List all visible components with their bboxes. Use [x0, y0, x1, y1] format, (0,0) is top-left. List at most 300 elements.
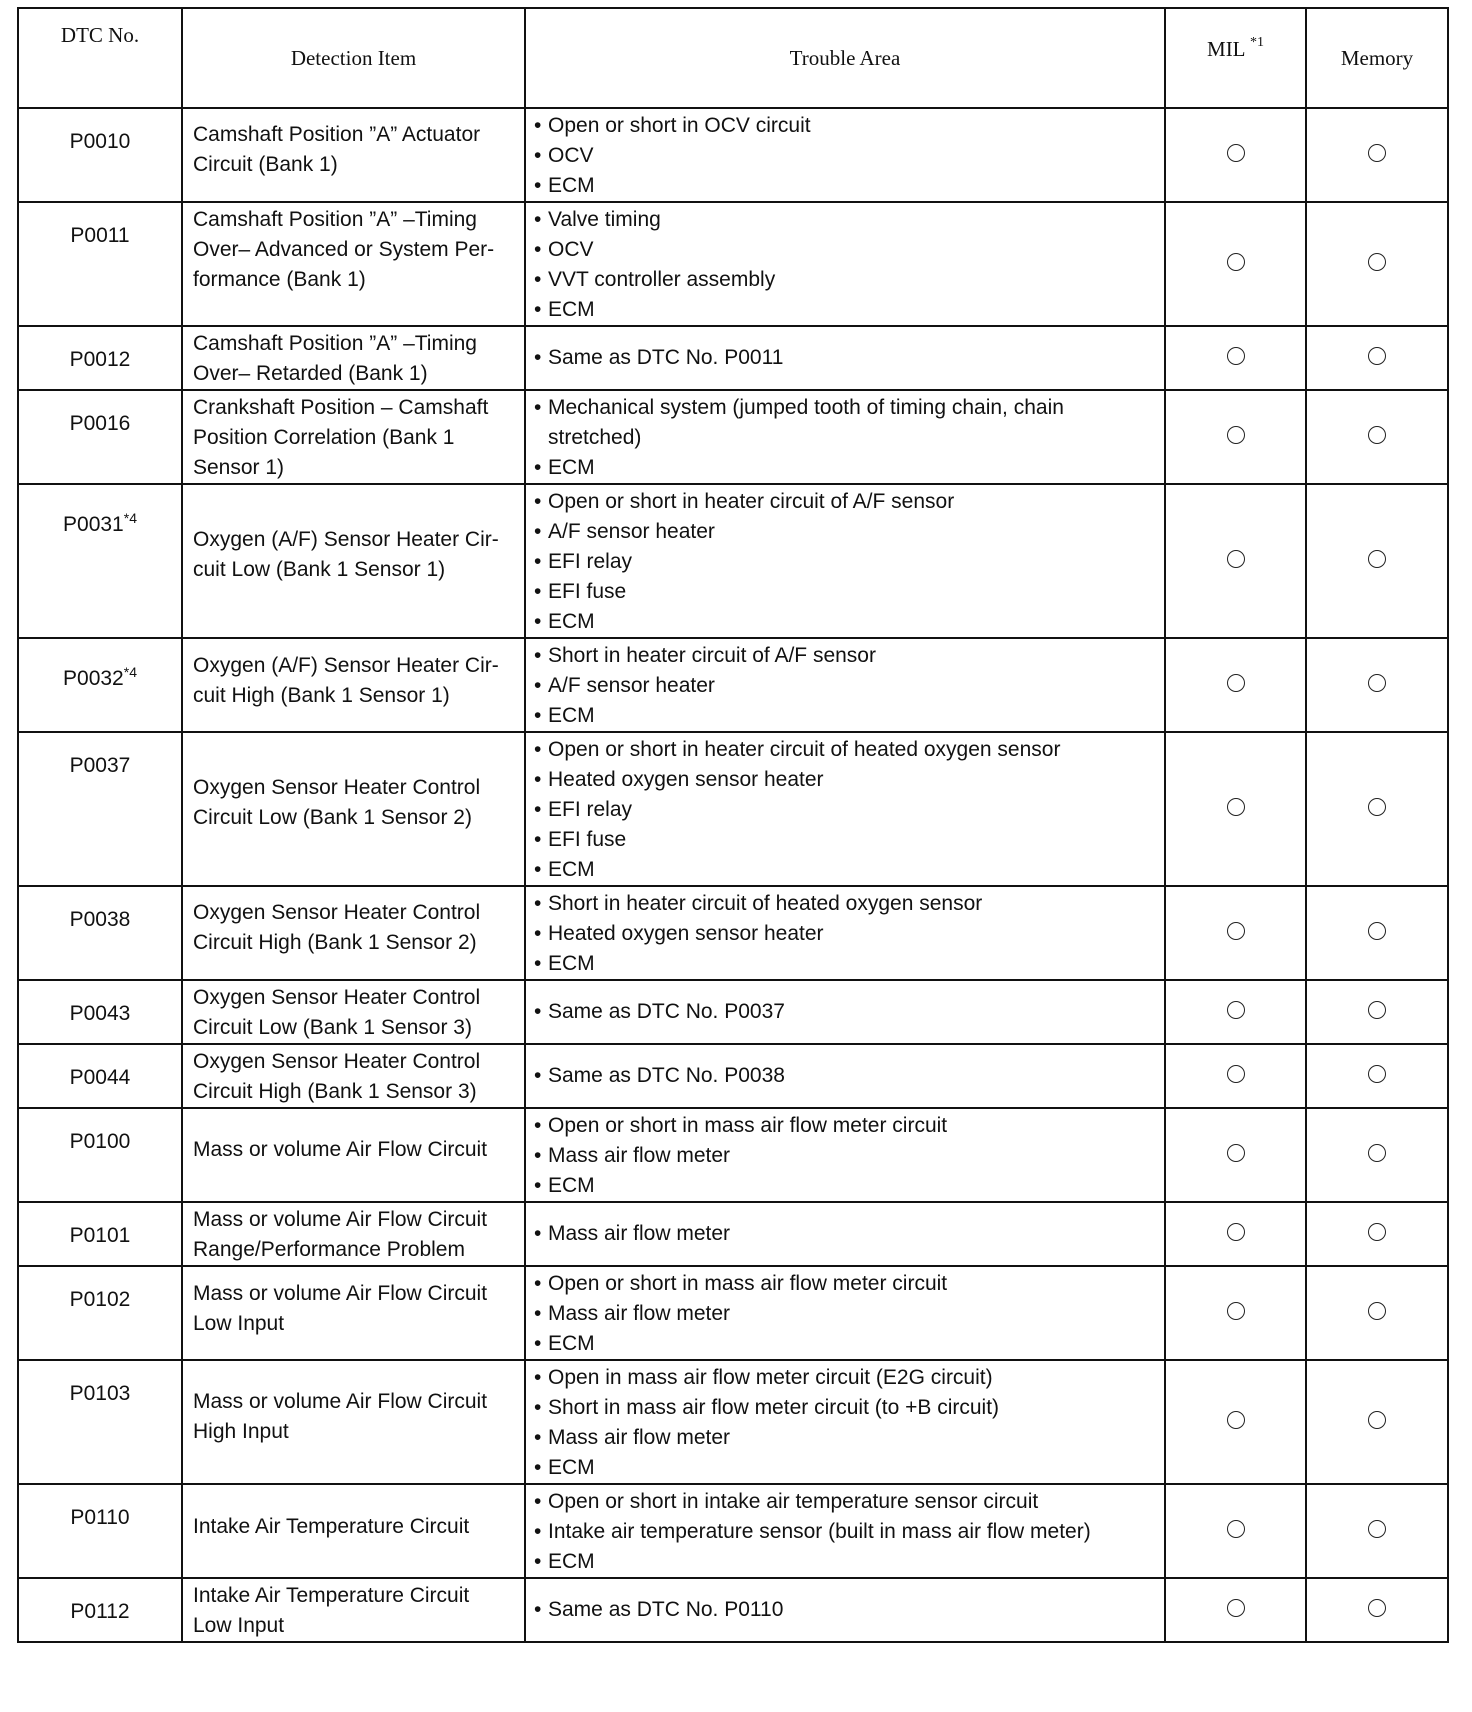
trouble-area-bullet [534, 547, 1158, 577]
memory-cell [1306, 1108, 1448, 1202]
trouble-area-text: Same as DTC No. P0011 [548, 346, 784, 369]
mil-circle-icon [1227, 426, 1245, 444]
dtc-code [19, 1045, 181, 1093]
bullet-icon: • [534, 1114, 542, 1137]
trouble-area-bullet [534, 1299, 1158, 1329]
bullet-icon: • [534, 298, 542, 321]
detection-item-line: cuit Low (Bank 1 Sensor 1) [193, 557, 446, 581]
bullet-icon: • [534, 1598, 542, 1621]
table-row [18, 202, 1448, 326]
detection-item-line: Range/Performance Problem [193, 1238, 465, 1261]
mil-circle-icon [1227, 1520, 1245, 1538]
mil-cell [1165, 1108, 1306, 1202]
bullet-icon: • [534, 1426, 542, 1449]
table-row [18, 1578, 1448, 1642]
detection-item [183, 1485, 524, 1542]
trouble-area-text: Same as DTC No. P0037 [548, 1000, 785, 1023]
bullet-icon: • [534, 346, 542, 369]
bullet-icon: • [534, 550, 542, 573]
detection-item-line: High Input [193, 1420, 289, 1443]
detection-item [183, 1361, 524, 1447]
dtc-code-cell [18, 732, 182, 886]
trouble-area-bullet [534, 171, 1158, 201]
trouble-area-bullet [534, 1595, 1158, 1625]
detection-item-line: Circuit Low (Bank 1 Sensor 3) [193, 1016, 472, 1039]
detection-item-cell [182, 1578, 525, 1642]
trouble-area-text: Heated oxygen sensor heater [548, 768, 824, 791]
trouble-area-cell [525, 202, 1165, 326]
trouble-area-text: EFI relay [548, 798, 633, 821]
dtc-code [19, 485, 181, 540]
trouble-area-text: Open or short in mass air flow meter circuit [548, 1114, 948, 1137]
trouble-area-bullet [534, 1111, 1158, 1141]
trouble-area-bullet [534, 795, 1158, 825]
bullet-icon: • [534, 1366, 542, 1389]
mil-circle-icon [1227, 550, 1245, 568]
trouble-area-bullet [534, 393, 1158, 453]
mil-circle-icon [1227, 798, 1245, 816]
dtc-code-text: P0010 [69, 130, 131, 153]
trouble-area-text: Open or short in heater circuit of A/F sensor [548, 490, 955, 513]
trouble-area [526, 1219, 1164, 1249]
detection-item [183, 1203, 524, 1265]
trouble-area-bullet [534, 453, 1158, 483]
detection-item [183, 887, 524, 958]
mil-circle-icon [1227, 144, 1245, 162]
trouble-area-cell [525, 886, 1165, 980]
bullet-icon: • [534, 1550, 542, 1573]
trouble-area [526, 733, 1164, 885]
detection-item-line: Oxygen (A/F) Sensor Heater Cir- [193, 653, 499, 677]
detection-item-line: Circuit High (Bank 1 Sensor 2) [193, 931, 477, 954]
bullet-icon: • [534, 952, 542, 975]
dtc-code [19, 1109, 181, 1157]
table-row [18, 638, 1448, 732]
trouble-area-text: ECM [548, 1332, 595, 1355]
table-row [18, 1484, 1448, 1578]
dtc-code-text: P0012 [69, 348, 131, 371]
dtc-table [17, 7, 1449, 1643]
bullet-icon: • [534, 738, 542, 761]
detection-item-line: Oxygen Sensor Heater Control [193, 901, 481, 924]
detection-item [183, 391, 524, 483]
bullet-icon: • [534, 490, 542, 513]
detection-item-line: Intake Air Temperature Circuit [193, 1584, 470, 1607]
bullet-icon: • [534, 1064, 542, 1087]
trouble-area-text: A/F sensor heater [548, 674, 715, 697]
mil-circle-icon [1227, 347, 1245, 365]
trouble-area-text: Mass air flow meter [548, 1426, 731, 1449]
mil-circle-icon [1227, 253, 1245, 271]
detection-item-cell [182, 638, 525, 732]
trouble-area-cell [525, 1578, 1165, 1642]
dtc-code-cell [18, 326, 182, 390]
table-row [18, 484, 1448, 638]
trouble-area-bullet [534, 855, 1158, 885]
trouble-area-text: Open or short in mass air flow meter circuit [548, 1272, 948, 1295]
mil-cell [1165, 108, 1306, 202]
mil-circle-icon [1227, 1065, 1245, 1083]
detection-item-line: Camshaft Position ”A” Actuator [193, 123, 481, 146]
dtc-code [19, 109, 181, 157]
detection-item-line: Low Input [193, 1311, 285, 1335]
trouble-area-text: Mass air flow meter [548, 1144, 731, 1167]
memory-circle-icon [1368, 922, 1386, 940]
trouble-area [526, 1361, 1164, 1483]
header-mil-footnote: *1 [1249, 35, 1264, 50]
trouble-area-cell [525, 1266, 1165, 1360]
detection-item-line: cuit High (Bank 1 Sensor 1) [193, 683, 450, 707]
detection-item [183, 1109, 524, 1165]
detection-item [183, 109, 524, 180]
bullet-icon: • [534, 1396, 542, 1419]
dtc-code-text: P0103 [69, 1382, 131, 1405]
trouble-area-text: ECM [548, 1174, 595, 1197]
detection-item-cell [182, 1044, 525, 1108]
detection-item-line: Camshaft Position ”A” –Timing [193, 332, 477, 355]
trouble-area-text: EFI fuse [548, 828, 627, 851]
trouble-area-bullet [534, 1269, 1158, 1299]
trouble-area-bullet [534, 1423, 1158, 1453]
trouble-area [526, 391, 1164, 483]
bullet-icon: • [534, 396, 542, 419]
memory-circle-icon [1368, 1065, 1386, 1083]
detection-item-line: Oxygen Sensor Heater Control [193, 1050, 481, 1073]
dtc-table-page [17, 7, 1447, 1643]
bullet-icon: • [534, 674, 542, 697]
trouble-area-text: ECM [548, 952, 595, 975]
trouble-area-bullet [534, 641, 1158, 671]
trouble-area-bullet [534, 1517, 1158, 1547]
detection-item-line: Position Correlation (Bank 1 [193, 426, 455, 449]
trouble-area-bullet [534, 607, 1158, 637]
bullet-icon: • [534, 1144, 542, 1167]
trouble-area-bullet [534, 765, 1158, 795]
dtc-code-text: P0102 [69, 1288, 131, 1311]
mil-circle-icon [1227, 1599, 1245, 1617]
dtc-code-cell [18, 1578, 182, 1642]
memory-circle-icon [1368, 1411, 1386, 1429]
dtc-code [19, 1361, 181, 1409]
dtc-code-text: P0038 [69, 908, 131, 931]
mil-circle-icon [1227, 1144, 1245, 1162]
trouble-area-bullet [534, 517, 1158, 547]
trouble-area-text: A/F sensor heater [548, 520, 715, 543]
dtc-code-text: P0016 [69, 412, 131, 435]
trouble-area-text: ECM [548, 858, 595, 881]
bullet-icon: • [534, 1174, 542, 1197]
trouble-area [526, 203, 1164, 325]
dtc-code-text: P0032 [63, 667, 124, 690]
trouble-area-bullet [534, 141, 1158, 171]
bullet-icon: • [534, 268, 542, 291]
detection-item-line: Oxygen (A/F) Sensor Heater Cir- [193, 527, 499, 551]
mil-cell [1165, 1578, 1306, 1642]
bullet-icon: • [534, 456, 542, 479]
trouble-area-text: ECM [548, 298, 595, 321]
detection-item [183, 981, 524, 1043]
dtc-code-text: P0031 [63, 513, 124, 536]
header-mil [1165, 8, 1306, 108]
trouble-area-text: Mass air flow meter [548, 1222, 731, 1245]
dtc-code-text: P0011 [70, 224, 130, 247]
mil-cell [1165, 1044, 1306, 1108]
dtc-code-text: P0101 [69, 1224, 131, 1247]
detection-item-cell [182, 732, 525, 886]
header-mil-label: MIL [1207, 37, 1245, 61]
detection-item-line: Mass or volume Air Flow Circuit [193, 1138, 488, 1161]
dtc-code-cell [18, 1202, 182, 1266]
trouble-area-bullet [534, 889, 1158, 919]
trouble-area-cell [525, 1044, 1165, 1108]
header-detection-item: Detection Item [182, 8, 525, 108]
mil-circle-icon [1227, 1001, 1245, 1019]
dtc-code [19, 733, 181, 781]
trouble-area-bullet [534, 343, 1158, 373]
detection-item-line: Over– Advanced or System Per- [193, 238, 495, 261]
dtc-code-cell [18, 1484, 182, 1578]
trouble-area-bullet [534, 919, 1158, 949]
trouble-area-cell [525, 732, 1165, 886]
trouble-area-cell [525, 484, 1165, 638]
memory-circle-icon [1368, 674, 1386, 692]
trouble-area [526, 109, 1164, 201]
dtc-code-footnote: *4 [123, 664, 137, 680]
trouble-area-bullet [534, 265, 1158, 295]
table-row [18, 390, 1448, 484]
table-row [18, 1202, 1448, 1266]
bullet-icon: • [534, 704, 542, 727]
memory-cell [1306, 390, 1448, 484]
dtc-code [19, 1579, 181, 1627]
memory-cell [1306, 1044, 1448, 1108]
mil-circle-icon [1227, 1302, 1245, 1320]
bullet-icon: • [534, 1456, 542, 1479]
bullet-icon: • [534, 1272, 542, 1295]
trouble-area-bullet [534, 1487, 1158, 1517]
mil-cell [1165, 202, 1306, 326]
trouble-area-cell [525, 1108, 1165, 1202]
mil-cell [1165, 980, 1306, 1044]
dtc-code-text: P0112 [70, 1600, 130, 1623]
trouble-area-bullet [534, 1219, 1158, 1249]
trouble-area-text: Heated oxygen sensor heater [548, 922, 824, 945]
trouble-area-bullet [534, 735, 1158, 765]
trouble-area-cell [525, 1484, 1165, 1578]
trouble-area-text: Short in mass air flow meter circuit (to +B circuit) [548, 1396, 1000, 1419]
mil-cell [1165, 638, 1306, 732]
mil-circle-icon [1227, 922, 1245, 940]
trouble-area-text: EFI fuse [548, 580, 627, 603]
trouble-area-bullet [534, 671, 1158, 701]
detection-item-cell [182, 202, 525, 326]
trouble-area [526, 343, 1164, 373]
trouble-area-text: Open in mass air flow meter circuit (E2G circuit) [548, 1366, 993, 1389]
trouble-area-bullet [534, 825, 1158, 855]
trouble-area-bullet [534, 701, 1158, 731]
memory-circle-icon [1368, 1001, 1386, 1019]
mil-cell [1165, 1360, 1306, 1484]
bullet-icon: • [534, 1302, 542, 1325]
trouble-area-text: ECM [548, 1456, 595, 1479]
trouble-area-cell [525, 390, 1165, 484]
table-row [18, 886, 1448, 980]
trouble-area-bullet [534, 1363, 1158, 1393]
mil-circle-icon [1227, 1223, 1245, 1241]
dtc-code [19, 327, 181, 375]
detection-item-line: Circuit Low (Bank 1 Sensor 2) [193, 805, 472, 829]
trouble-area [526, 887, 1164, 979]
detection-item-line: Intake Air Temperature Circuit [193, 1514, 470, 1538]
detection-item-line: Circuit (Bank 1) [193, 153, 338, 176]
detection-item-line: Mass or volume Air Flow Circuit [193, 1208, 488, 1231]
dtc-code-text: P0110 [70, 1506, 130, 1529]
detection-item-line: Mass or volume Air Flow Circuit [193, 1390, 488, 1413]
trouble-area-bullet [534, 487, 1158, 517]
detection-item-cell [182, 484, 525, 638]
memory-circle-icon [1368, 798, 1386, 816]
memory-cell [1306, 1578, 1448, 1642]
trouble-area-text: Intake air temperature sensor (built in mass air flow meter) [548, 1520, 1091, 1543]
trouble-area-text: EFI relay [548, 550, 633, 573]
trouble-area-bullet [534, 1329, 1158, 1359]
trouble-area-bullet [534, 111, 1158, 141]
trouble-area [526, 1267, 1164, 1359]
trouble-area-bullet [534, 1393, 1158, 1423]
detection-item-cell [182, 980, 525, 1044]
bullet-icon: • [534, 644, 542, 667]
table-row [18, 326, 1448, 390]
dtc-code-cell [18, 980, 182, 1044]
trouble-area-bullet [534, 295, 1158, 325]
bullet-icon: • [534, 798, 542, 821]
memory-circle-icon [1368, 1599, 1386, 1617]
dtc-code-footnote: *4 [123, 510, 137, 526]
trouble-area-bullet [534, 1547, 1158, 1577]
detection-item [183, 1267, 524, 1339]
table-row [18, 980, 1448, 1044]
bullet-icon: • [534, 114, 542, 137]
trouble-area-bullet [534, 1453, 1158, 1483]
detection-item-cell [182, 1484, 525, 1578]
table-row [18, 732, 1448, 886]
memory-circle-icon [1368, 1144, 1386, 1162]
trouble-area-bullet [534, 1171, 1158, 1201]
detection-item-line: Circuit High (Bank 1 Sensor 3) [193, 1080, 477, 1103]
dtc-code-cell [18, 1108, 182, 1202]
mil-cell [1165, 886, 1306, 980]
detection-item-line: Over– Retarded (Bank 1) [193, 362, 428, 385]
bullet-icon: • [534, 828, 542, 851]
dtc-code-text: P0037 [69, 754, 131, 777]
detection-item-line: Camshaft Position ”A” –Timing [193, 208, 477, 231]
table-row [18, 1360, 1448, 1484]
table-row [18, 1108, 1448, 1202]
trouble-area-cell [525, 1202, 1165, 1266]
dtc-code [19, 203, 181, 251]
bullet-icon: • [534, 1520, 542, 1543]
memory-cell [1306, 980, 1448, 1044]
memory-circle-icon [1368, 144, 1386, 162]
trouble-area [526, 639, 1164, 731]
memory-circle-icon [1368, 426, 1386, 444]
trouble-area-text: Short in heater circuit of A/F sensor [548, 644, 876, 667]
mil-circle-icon [1227, 1411, 1245, 1429]
bullet-icon: • [534, 580, 542, 603]
table-row [18, 1044, 1448, 1108]
header-dtc-no: DTC No. [18, 8, 182, 108]
trouble-area-text: Open or short in intake air temperature sensor circuit [548, 1490, 1039, 1513]
dtc-code [19, 391, 181, 439]
bullet-icon: • [534, 208, 542, 231]
trouble-area [526, 997, 1164, 1027]
header-trouble-area: Trouble Area [525, 8, 1165, 108]
memory-circle-icon [1368, 1302, 1386, 1320]
mil-cell [1165, 326, 1306, 390]
trouble-area-bullet [534, 235, 1158, 265]
detection-item-cell [182, 886, 525, 980]
memory-cell [1306, 1266, 1448, 1360]
dtc-code [19, 887, 181, 935]
dtc-table-body [18, 108, 1448, 1642]
mil-cell [1165, 1484, 1306, 1578]
mil-cell [1165, 1202, 1306, 1266]
bullet-icon: • [534, 1222, 542, 1245]
trouble-area-bullet [534, 577, 1158, 607]
detection-item-cell [182, 108, 525, 202]
header-row [18, 8, 1448, 108]
mil-cell [1165, 1266, 1306, 1360]
dtc-code [19, 1485, 181, 1533]
dtc-code-cell [18, 484, 182, 638]
memory-cell [1306, 1484, 1448, 1578]
mil-circle-icon [1227, 674, 1245, 692]
trouble-area-cell [525, 638, 1165, 732]
bullet-icon: • [534, 1490, 542, 1513]
dtc-code-cell [18, 108, 182, 202]
bullet-icon: • [534, 858, 542, 881]
trouble-area-text: ECM [548, 704, 595, 727]
memory-cell [1306, 1202, 1448, 1266]
trouble-area-text: Short in heater circuit of heated oxygen sensor [548, 892, 983, 915]
dtc-code-cell [18, 1360, 182, 1484]
trouble-area-text: VVT controller assembly [548, 268, 776, 291]
mil-cell [1165, 484, 1306, 638]
bullet-icon: • [534, 174, 542, 197]
dtc-code-cell [18, 886, 182, 980]
table-row [18, 108, 1448, 202]
trouble-area-text: OCV [548, 144, 594, 167]
trouble-area-text: Same as DTC No. P0110 [548, 1598, 784, 1621]
detection-item-cell [182, 1202, 525, 1266]
dtc-code [19, 639, 181, 694]
dtc-code-cell [18, 1266, 182, 1360]
dtc-code [19, 1267, 181, 1315]
bullet-icon: • [534, 520, 542, 543]
memory-cell [1306, 1360, 1448, 1484]
memory-cell [1306, 202, 1448, 326]
trouble-area-cell [525, 980, 1165, 1044]
memory-circle-icon [1368, 347, 1386, 365]
trouble-area-text: Valve timing [548, 208, 661, 231]
trouble-area-text: Mass air flow meter [548, 1302, 731, 1325]
trouble-area-bullet [534, 1141, 1158, 1171]
dtc-code-text: P0100 [69, 1130, 131, 1153]
dtc-code-cell [18, 1044, 182, 1108]
detection-item-line: Oxygen Sensor Heater Control [193, 775, 481, 799]
detection-item-line: Crankshaft Position – Camshaft [193, 396, 489, 419]
memory-cell [1306, 484, 1448, 638]
